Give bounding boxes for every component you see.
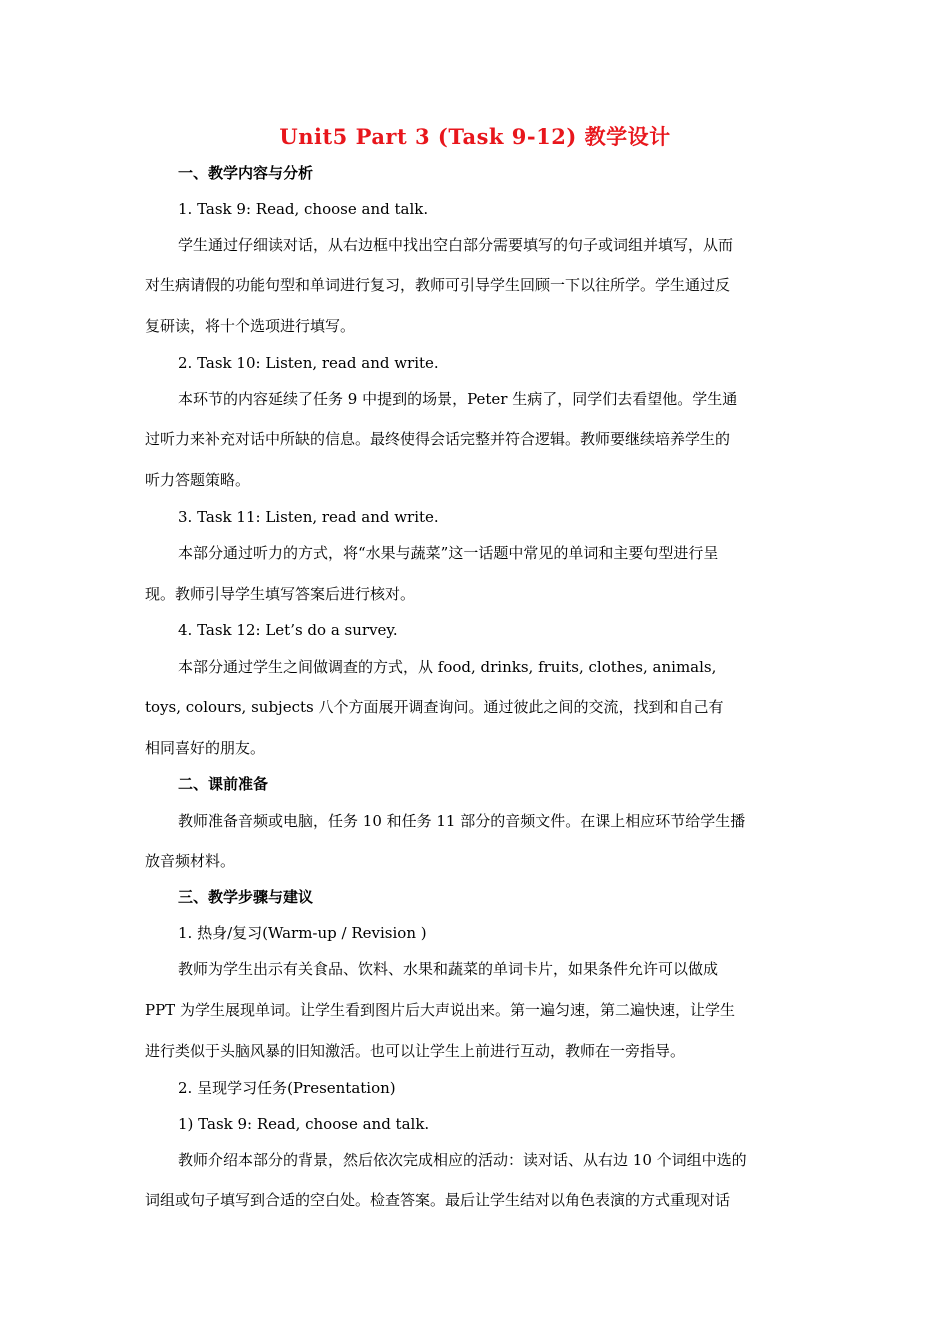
paragraph-line: 本部分通过听力的方式，将“水果与蔬菜”这一话题中常见的单词和主要句型进行呈 xyxy=(178,544,719,562)
paragraph-line: 词组或句子填写到合适的空白处。检查答案。最后让学生结对以角色表演的方式重现对话 xyxy=(145,1191,731,1209)
task-12-heading: 4. Task 12: Let’s do a survey. xyxy=(178,621,398,639)
paragraph-line: 学生通过仔细读对话，从右边框中找出空白部分需要填写的句子或词组并填写，从而 xyxy=(178,236,734,254)
paragraph-line: 现。教师引导学生填写答案后进行核对。 xyxy=(145,585,416,603)
paragraph-line: 相同喜好的朋友。 xyxy=(145,739,266,757)
paragraph-line: 本部分通过学生之间做调查的方式，从 food, drinks, fruits, clothes, animals, xyxy=(178,658,717,676)
paragraph-line: 教师为学生出示有关食品、饮料、水果和蔬菜的单词卡片，如果条件允许可以做成 xyxy=(178,960,719,978)
task-10-heading: 2. Task 10: Listen, read and write. xyxy=(178,354,439,372)
subtask-heading: 1) Task 9: Read, choose and talk. xyxy=(178,1115,430,1133)
paragraph-line: 教师准备音频或电脑，任务 10 和任务 11 部分的音频文件。在课上相应环节给学生播 xyxy=(178,812,746,830)
step-2-heading: 2. 呈现学习任务(Presentation) xyxy=(178,1079,396,1097)
paragraph-line: 对生病请假的功能句型和单词进行复习，教师可引导学生回顾一下以往所学。学生通过反 xyxy=(145,276,731,294)
paragraph-line: 放音频材料。 xyxy=(145,852,236,870)
section-heading-content-analysis: 一、教学内容与分析 xyxy=(178,164,314,182)
paragraph-line: 本环节的内容延续了任务 9 中提到的场景，Peter 生病了，同学们去看望他。学生通 xyxy=(178,390,738,408)
section-heading-preparation: 二、课前准备 xyxy=(178,775,269,793)
paragraph-line: toys, colours, subjects 八个方面展开调查询问。通过彼此之间的交流，找到和自己有 xyxy=(145,698,724,716)
section-heading-teaching-steps: 三、教学步骤与建议 xyxy=(178,888,314,906)
paragraph-line: PPT 为学生展现单词。让学生看到图片后大声说出来。第一遍匀速，第二遍快速，让学生 xyxy=(145,1001,735,1019)
page-title: Unit5 Part 3 (Task 9-12) 教学设计 xyxy=(279,124,671,149)
task-9-heading: 1. Task 9: Read, choose and talk. xyxy=(178,200,429,218)
task-11-heading: 3. Task 11: Listen, read and write. xyxy=(178,508,439,526)
paragraph-line: 教师介绍本部分的背景，然后依次完成相应的活动：读对话、从右边 10 个词组中选的 xyxy=(178,1151,747,1169)
paragraph-line: 进行类似于头脑风暴的旧知激活。也可以让学生上前进行互动，教师在一旁指导。 xyxy=(145,1042,686,1060)
paragraph-line: 复研读，将十个选项进行填写。 xyxy=(145,317,356,335)
paragraph-line: 听力答题策略。 xyxy=(145,471,251,489)
step-1-heading: 1. 热身/复习(Warm-up / Revision ) xyxy=(178,924,427,942)
paragraph-line: 过听力来补充对话中所缺的信息。最终使得会话完整并符合逻辑。教师要继续培养学生的 xyxy=(145,430,731,448)
